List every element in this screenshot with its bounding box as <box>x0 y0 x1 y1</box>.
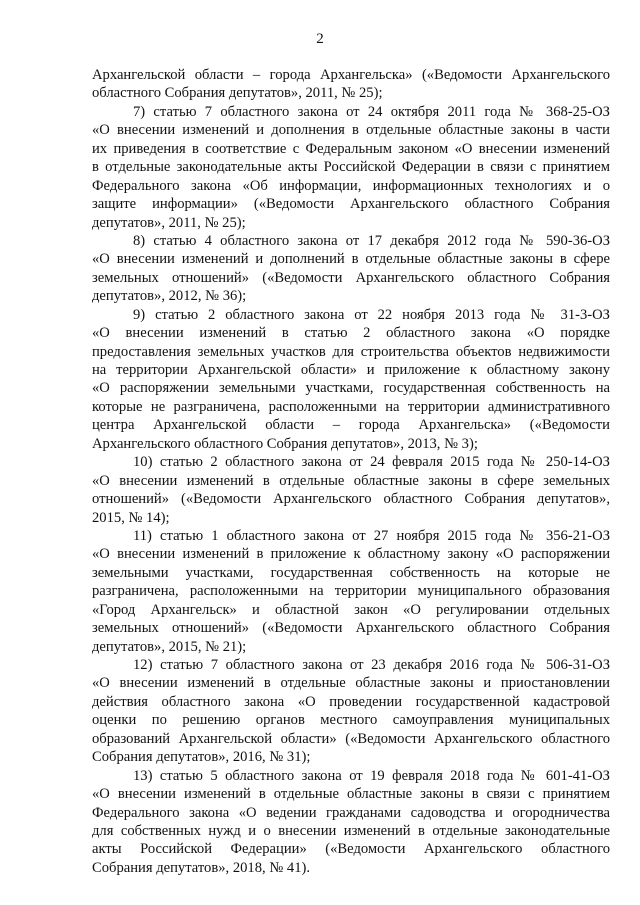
text-line: Собрания депутатов», 2018, № 41). <box>92 859 311 876</box>
text-line: центра Архангельской области – города Архангельска» («Ведомости <box>92 417 610 434</box>
page-number: 2 <box>316 31 324 47</box>
text-line: депутатов», 2012, № 36); <box>92 288 247 305</box>
text-line: депутатов», 2011, № 25); <box>92 214 246 231</box>
text-line: акты Российской Федерации» («Ведомости Архангельского областного <box>92 841 610 858</box>
text-line: депутатов», 2015, № 21); <box>92 638 247 655</box>
text-line: «О внесении изменений и дополнения в отдельные областные законы в части <box>92 122 610 139</box>
text-line: защите информации» («Ведомости Архангельского областного Собрания <box>92 196 610 213</box>
text-line: «О внесении изменений в приложение к областному закону «О распоряжении <box>92 546 610 563</box>
text-line: «О распоряжении земельными участками, государственная собственность на <box>92 380 610 397</box>
text-line: «О внесении изменений в отдельные областные законы и приостановлении <box>92 675 610 692</box>
text-line: 11) статью 1 областного закона от 27 ноября 2015 года № 356-21-ОЗ <box>133 527 610 544</box>
text-line: отношений» («Ведомости Архангельского областного Собрания депутатов», <box>92 491 610 508</box>
text-line: «О внесении изменений в статью 2 областного закона «О порядке <box>92 325 610 342</box>
text-line: оценки по решению органов местного самоуправления муниципальных <box>92 712 610 729</box>
text-line: «О внесении изменений в отдельные областные законы в связи с принятием <box>92 786 610 803</box>
text-line: предоставления земельных участков для строительства объектов недвижимости <box>92 343 610 360</box>
text-line: 12) статью 7 областного закона от 23 декабря 2016 года № 506-31-ОЗ <box>133 657 610 673</box>
text-line: образований Архангельской области» («Ведомости Архангельского областного <box>92 730 610 747</box>
text-line: земельных отношений» («Ведомости Архангельского областного Собрания <box>92 269 610 286</box>
text-line: для собственных нужд и о внесении изменений в отдельные законодательные <box>92 822 610 839</box>
text-line: 2015, № 14); <box>92 509 170 526</box>
text-line: Собрания депутатов», 2016, № 31); <box>92 749 311 766</box>
text-line: действия областного закона «О проведении государственной кадастровой <box>92 693 610 710</box>
text-line: Архангельской области – города Архангельска» («Ведомости Архангельского <box>92 67 610 83</box>
text-line: 13) статью 5 областного закона от 19 февраля 2018 года № 601-41-ОЗ <box>133 767 610 784</box>
text-line: «О внесении изменений и дополнений в отдельные областные законы в сфере <box>92 251 610 268</box>
document-body <box>92 66 610 877</box>
text-line: на территории Архангельской области» и приложение к областному закону <box>92 362 610 378</box>
text-line: в отдельные законодательные акты Российской Федерации в связи с принятием <box>92 159 610 176</box>
text-line: их приведения в соответствие с Федеральным законом «О внесении изменений <box>92 140 610 157</box>
text-line: областного Собрания депутатов», 2011, № 25); <box>92 85 383 102</box>
text-line: Федерального закона «О ведении гражданами садоводства и огородничества <box>92 804 610 821</box>
text-line: «О внесении изменений в отдельные областные законы в сфере земельных <box>92 472 610 489</box>
text-line: 7) статью 7 областного закона от 24 октября 2011 года № 368-25-ОЗ <box>133 103 610 120</box>
text-line: «Город Архангельск» и областной закон «О регулировании отдельных <box>92 601 610 618</box>
text-line: Федерального закона «Об информации, информационных технологиях и о <box>92 177 610 194</box>
text-line: 9) статью 2 областного закона от 22 ноября 2013 года № 31-3-ОЗ <box>133 306 610 323</box>
text-line: которые не разграничена, расположенными на территории административного <box>92 398 610 415</box>
text-line: 10) статью 2 областного закона от 24 февраля 2015 года № 250-14-ОЗ <box>133 454 610 471</box>
text-line: земельными участками, государственная собственность на которые не <box>92 564 610 581</box>
text-line: Архангельского областного Собрания депутатов», 2013, № 3); <box>92 435 478 452</box>
text-line: земельных отношений» («Ведомости Архангельского областного Собрания <box>92 620 610 637</box>
text-line: 8) статью 4 областного закона от 17 декабря 2012 года № 590-36-ОЗ <box>133 232 610 249</box>
text-line: разграничена, расположенными на территории муниципального образования <box>92 583 610 600</box>
